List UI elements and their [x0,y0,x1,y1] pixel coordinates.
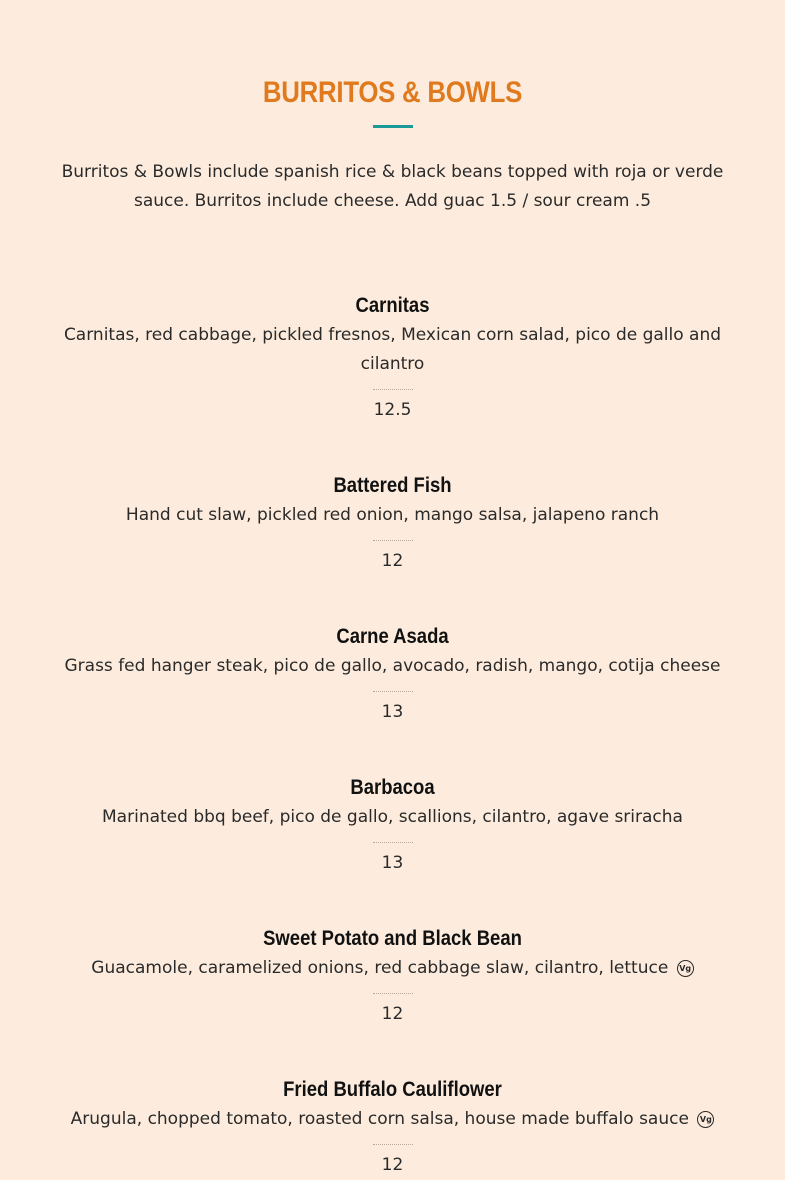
item-description: Arugula, chopped tomato, roasted corn salsa, house made buffalo sauce Vg [40,1105,745,1134]
price-divider [373,540,413,541]
price-divider [373,691,413,692]
item-price: 12 [381,1155,404,1175]
menu-item [40,1075,745,1180]
item-name: Fried Buffalo Cauliflower [283,1078,502,1101]
item-description: Carnitas, red cabbage, pickled fresnos, Mexican corn salad, pico de gallo and cilantro [63,325,722,374]
item-price: 12 [381,551,404,571]
item-description: Hand cut slaw, pickled red onion, mango salsa, jalapeno ranch [125,505,660,525]
item-name: Carne Asada [336,625,449,648]
item-description: Marinated bbq beef, pico de gallo, scallions, cilantro, agave sriracha [102,807,683,827]
item-name: Barbacoa [350,776,435,799]
item-name: Battered Fish [333,474,452,497]
item-description: Guacamole, caramelized onions, red cabbage slaw, cilantro, lettuce Vg [40,954,745,983]
item-price: 12 [381,1004,404,1024]
price-divider [373,389,413,390]
section-intro: Burritos & Bowls include spanish rice & black beans topped with roja or verde sauce. Burritos include cheese. Add guac 1.5 / sour cream .5 [61,162,724,211]
item-price: 13 [381,853,404,873]
menu-item [40,291,745,425]
item-price: 12.5 [373,400,412,420]
item-name: Carnitas [355,294,430,317]
menu-item [40,471,745,576]
vegan-icon: Vg [697,1111,714,1128]
section-title: BURRITOS & BOWLS [262,76,523,109]
price-divider [373,842,413,843]
item-description: Grass fed hanger steak, pico de gallo, avocado, radish, mango, cotija cheese [64,656,721,676]
vegan-icon: Vg [677,960,694,977]
title-divider [373,125,413,128]
item-price: 13 [381,702,404,722]
price-divider [373,1144,413,1145]
item-name: Sweet Potato and Black Bean [263,927,522,950]
menu-item [40,924,745,1029]
price-divider [373,993,413,994]
menu-item [40,773,745,878]
menu-item [40,622,745,727]
